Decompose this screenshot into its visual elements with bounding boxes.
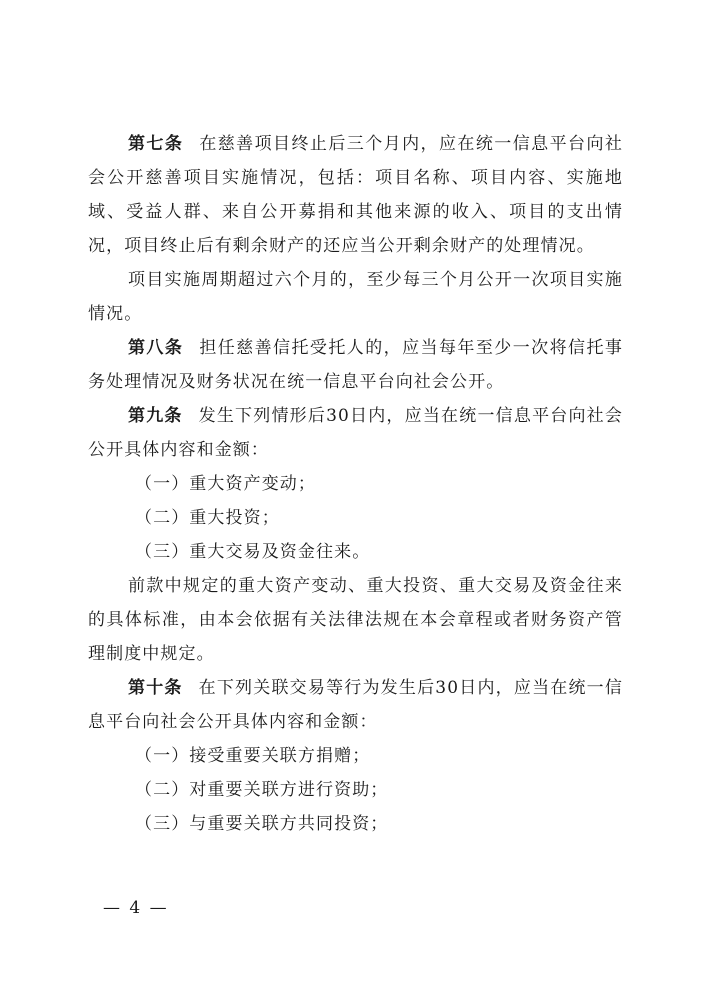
article-number: 第九条 <box>128 406 183 426</box>
article-number: 第八条 <box>128 338 184 358</box>
article-number: 第七条 <box>128 134 184 154</box>
article-text: 在下列关联交易等行为发生后30日内，应当在统一信息平台向社会公开具体内容和金额： <box>88 678 623 732</box>
article-text: 发生下列情形后30日内，应当在统一信息平台向社会公开具体内容和金额： <box>88 406 623 460</box>
body-paragraph: 前款中规定的重大资产变动、重大投资、重大交易及资金往来的具体标准，由本会依据有关法律法规在本会章程或者财务资产管理制度中规定。 <box>88 576 623 664</box>
list-item: （三）与重要关联方共同投资； <box>135 814 389 834</box>
list-item: （三）重大交易及资金往来。 <box>135 542 371 562</box>
document-body <box>88 127 623 841</box>
article-7-paragraph <box>88 127 623 263</box>
body-paragraph: 项目实施周期超过六个月的，至少每三个月公开一次项目实施情况。 <box>88 270 623 324</box>
list-item: （二）重大投资； <box>135 508 280 528</box>
article-8-paragraph <box>88 331 623 399</box>
article-9-paragraph <box>88 399 623 467</box>
article-10-paragraph <box>88 671 623 739</box>
list-item: （二）对重要关联方进行资助； <box>135 780 389 800</box>
article-text: 在慈善项目终止后三个月内，应在统一信息平台向社会公开慈善项目实施情况，包括：项目名称、项目内容、实施地域、受益人群、来自公开募捐和其他来源的收入、项目的支出情况，项目终止后有剩余财产的还应当公开剩余财产的处理情况。 <box>88 134 623 256</box>
article-text: 担任慈善信托受托人的，应当每年至少一次将信托事务处理情况及财务状况在统一信息平台向社会公开。 <box>88 338 623 392</box>
page-number: — 4 — <box>103 898 169 918</box>
article-number: 第十条 <box>128 678 183 698</box>
list-item: （一）接受重要关联方捐赠； <box>135 746 371 766</box>
list-item: （一）重大资产变动； <box>135 474 316 494</box>
